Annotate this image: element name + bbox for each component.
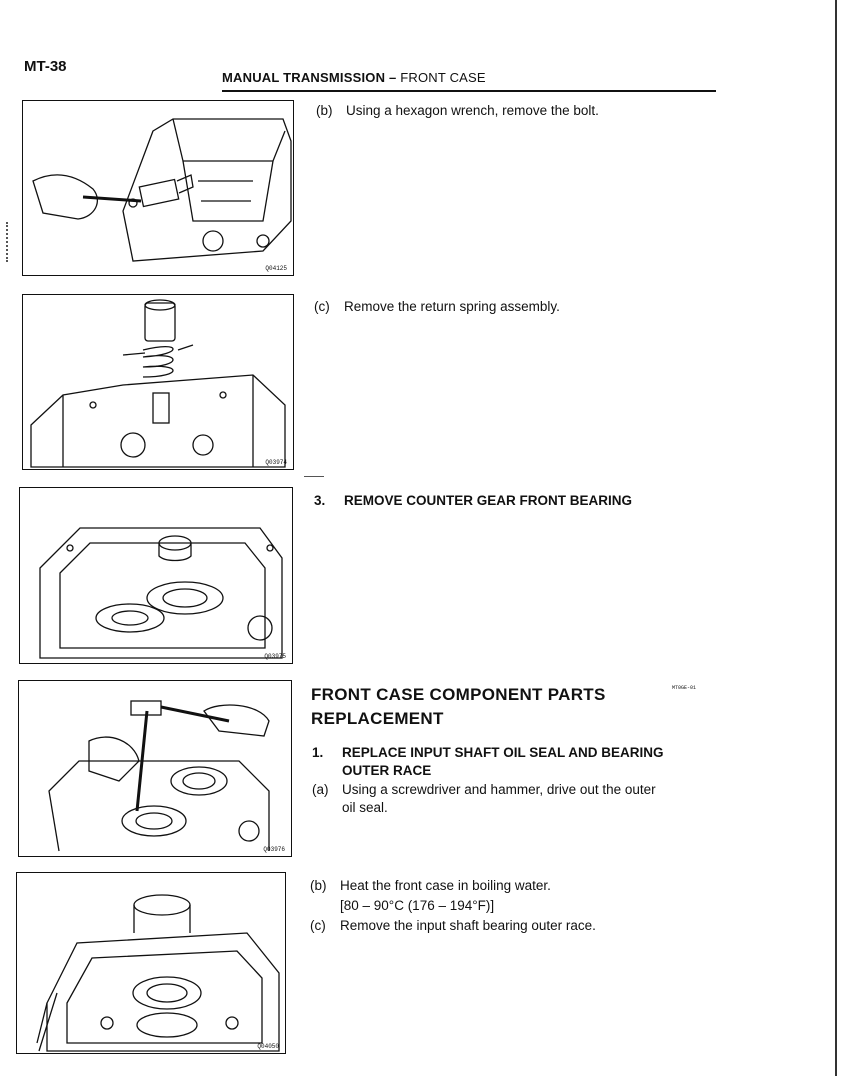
stray-mark <box>304 476 324 477</box>
header-rule <box>222 90 716 92</box>
counter-gear-bearing-illustration <box>20 488 292 663</box>
page-number: MT-38 <box>24 58 67 75</box>
page-edge-line <box>835 0 837 1076</box>
step-text: REPLACE INPUT SHAFT OIL SEAL AND BEARING <box>342 745 664 760</box>
step-b2-temperature: [80 – 90°C (176 – 194°F)] <box>340 898 495 913</box>
section-title-line2: REPLACEMENT <box>311 709 444 728</box>
figure-front-case <box>16 872 286 1054</box>
figure-code: Q04050 <box>257 1043 279 1050</box>
header-subsection: FRONT CASE <box>400 70 486 85</box>
screwdriver-hammer-oil-seal-illustration <box>19 681 291 856</box>
figure-counter-gear-bearing <box>19 487 293 664</box>
figure-code: Q03976 <box>263 846 285 853</box>
step-c1 <box>314 298 560 316</box>
figure-code: Q03975 <box>264 653 286 660</box>
step-label: (b) <box>310 878 327 893</box>
figure-return-spring <box>22 294 294 470</box>
step-label: (b) <box>316 103 333 118</box>
binder-mark <box>6 222 10 262</box>
step-label: (c) <box>314 299 330 314</box>
step-text: REMOVE COUNTER GEAR FRONT BEARING <box>344 493 633 508</box>
section-title-line1: FRONT CASE COMPONENT PARTS <box>311 685 606 704</box>
step-c2 <box>310 917 596 935</box>
step-3-heading <box>314 492 632 510</box>
step-label: (c) <box>310 918 326 933</box>
step-1-heading-cont: OUTER RACE <box>342 763 432 778</box>
front-case-bearing-race-illustration <box>17 873 285 1053</box>
step-text: Remove the input shaft bearing outer race. <box>340 918 596 933</box>
step-text: Using a screwdriver and hammer, drive out the outer <box>342 782 656 797</box>
figure-code: Q04125 <box>265 265 287 272</box>
step-text: Using a hexagon wrench, remove the bolt. <box>346 103 599 118</box>
step-a2-cont: oil seal. <box>342 800 388 815</box>
page-header <box>222 70 486 85</box>
hexagon-wrench-bolt-illustration <box>23 101 293 275</box>
step-b2 <box>310 877 551 895</box>
figure-oil-seal <box>18 680 292 857</box>
return-spring-illustration <box>23 295 293 469</box>
figure-code: Q03974 <box>265 459 287 466</box>
header-section: MANUAL TRANSMISSION – <box>222 70 397 85</box>
figure-hexagon-wrench <box>22 100 294 276</box>
section-code: MT0GE-01 <box>672 685 697 691</box>
step-label: 1. <box>312 745 324 760</box>
step-b1 <box>316 102 599 120</box>
step-a2 <box>312 781 656 799</box>
step-text: Remove the return spring assembly. <box>344 299 560 314</box>
step-label: 3. <box>314 493 326 508</box>
step-label: (a) <box>312 782 329 797</box>
step-text: Heat the front case in boiling water. <box>340 878 551 893</box>
step-1-heading <box>312 744 664 762</box>
